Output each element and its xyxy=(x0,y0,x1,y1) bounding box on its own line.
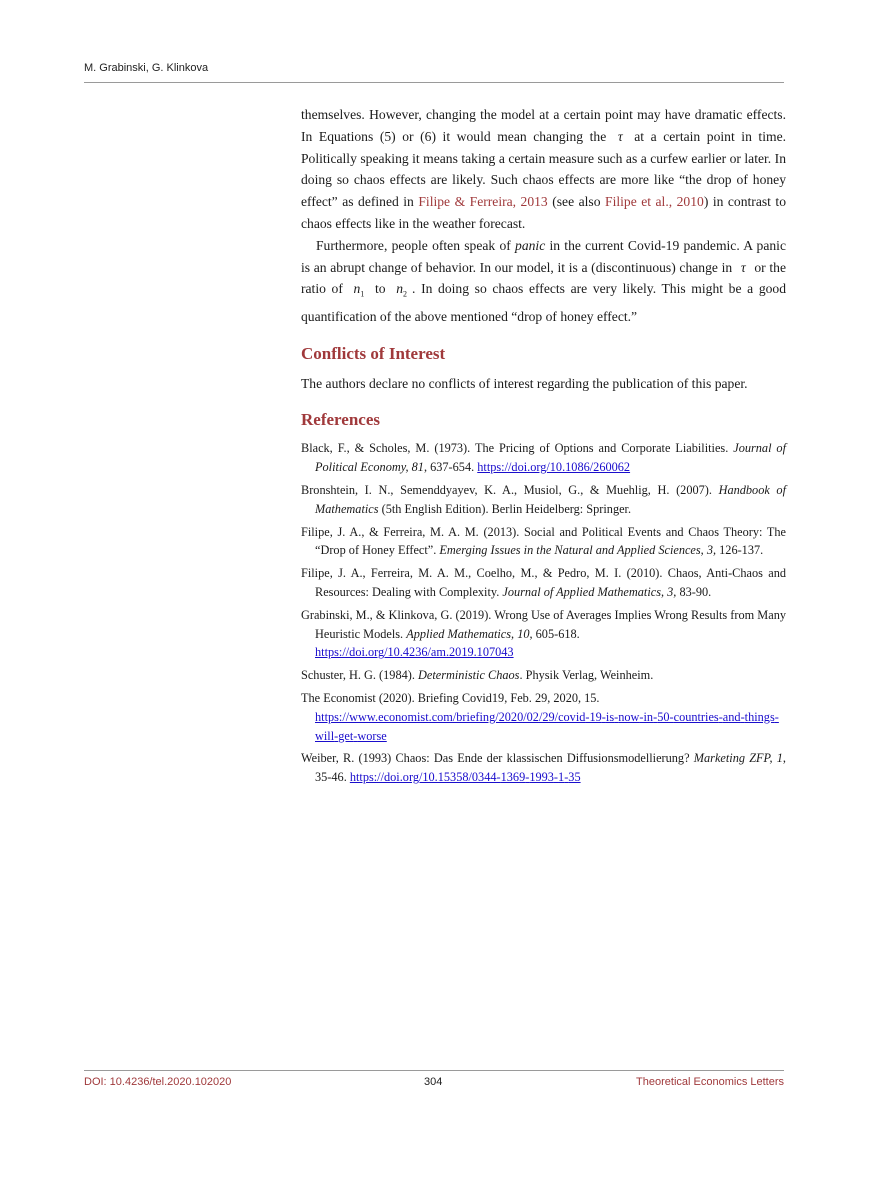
reference-doi-link[interactable]: https://doi.org/10.1086/260062 xyxy=(477,460,631,475)
reference-item: Schuster, H. G. (1984). Deterministic Chaos. Physik Verlag, Weinheim. xyxy=(301,668,654,683)
header-rule xyxy=(84,82,784,83)
conflicts-text: The authors declare no conflicts of interest regarding the publication of this paper. xyxy=(301,375,748,391)
paragraph-1: themselves. However, changing the model at a certain point may have dramatic effects. In Equations (5) or (6) it would mean changing the τ at a certain point in time. Politically speaking it means taking a certain measure such as a curfew earlier or later. In doing so chaos effects are likely. Such chaos effects are more like “the drop of honey effect” as defined in Filipe & Ferreira, 2013 (see also Filipe et al., 2010) in contrast to chaos effects like in the weather forecast. xyxy=(301,107,786,231)
n2-symbol: $n_2$ xyxy=(396,281,408,300)
reference-url-link[interactable]: https://www.economist.com/briefing/2020/02/29/covid-19-is-now-in-50-countries-and-things-will-get-worse xyxy=(315,709,779,743)
n1-symbol: $n_1$ xyxy=(353,281,365,300)
citation-filipe-et-al-2010[interactable]: Filipe et al., 2010 xyxy=(605,194,704,210)
reference-doi-link[interactable]: https://doi.org/10.4236/am.2019.107043 xyxy=(315,645,514,660)
reference-item: Black, F., & Scholes, M. (1973). The Pricing of Options and Corporate Liabilities. Journal of Political Economy, 81, 637-654. https://doi.org/10.1086/260062 xyxy=(301,441,786,475)
running-head-authors: M. Grabinski, G. Klinkova xyxy=(84,62,209,74)
panic-emphasis: panic xyxy=(515,237,546,253)
footer-journal-name[interactable]: Theoretical Economics Letters xyxy=(636,1076,784,1088)
reference-item: Grabinski, M., & Klinkova, G. (2019). Wrong Use of Averages Implies Wrong Results from Many Heuristic Models. Applied Mathematics, 10, 605-618. https://doi.org/10.4236/am.2019.107043 xyxy=(301,607,786,660)
reference-item: Filipe, J. A., & Ferreira, M. A. M. (2013). Social and Political Events and Chaos Theory: The “Drop of Honey Effect”. Emerging Issues in the Natural and Applied Sciences, 3, 126-137. xyxy=(301,524,786,558)
reference-item: Bronshtein, I. N., Semenddyayev, K. A., Musiol, G., & Muehlig, H. (2007). Handbook of Mathematics (5th English Edition). Berlin Heidelberg: Springer. xyxy=(301,483,787,516)
conflicts-heading: Conflicts of Interest xyxy=(301,343,446,363)
references-heading: References xyxy=(301,410,380,430)
main-content xyxy=(301,104,786,791)
reference-doi-link[interactable]: https://doi.org/10.15358/0344-1369-1993-1-35 xyxy=(349,770,581,785)
footer-rule xyxy=(84,1070,784,1071)
reference-item: Filipe, J. A., Ferreira, M. A. M., Coelho, M., & Pedro, M. I. (2010). Chaos, Anti-Chaos and Resources: Dealing with Complexity. Journal of Applied Mathematics, 3, 83-90. xyxy=(301,566,786,600)
page-number: 304 xyxy=(424,1076,443,1088)
tau-symbol: τ xyxy=(617,128,623,144)
footer-doi[interactable]: DOI: 10.4236/tel.2020.102020 xyxy=(84,1076,232,1088)
tau-symbol: τ xyxy=(740,259,746,275)
reference-item: Weiber, R. (1993) Chaos: Das Ende der klassischen Diffusionsmodellierung? Marketing ZFP, 1, 35-46. https://doi.org/10.15358/0344-1369-1993-1-35 xyxy=(301,751,786,785)
reference-list xyxy=(301,439,786,787)
paragraph-2: Furthermore, people often speak of panic in the current Covid-19 pandemic. A panic is an abrupt change of behavior. In our model, it is a (discontinuous) change in τ or the ratio of $n_1$ to $n_2$ . In doing so chaos effects are very likely. This might be a good quantification of the above mentioned “drop of honey effect.” xyxy=(301,237,787,324)
reference-item: The Economist (2020). Briefing Covid19, Feb. 29, 2020, 15. https://www.economist.com/briefing/2020/02/29/covid-19-is-now-in-50-countries-and-things-will-get-worse xyxy=(301,691,779,743)
citation-filipe-ferreira-2013[interactable]: Filipe & Ferreira, 2013 xyxy=(418,194,548,210)
